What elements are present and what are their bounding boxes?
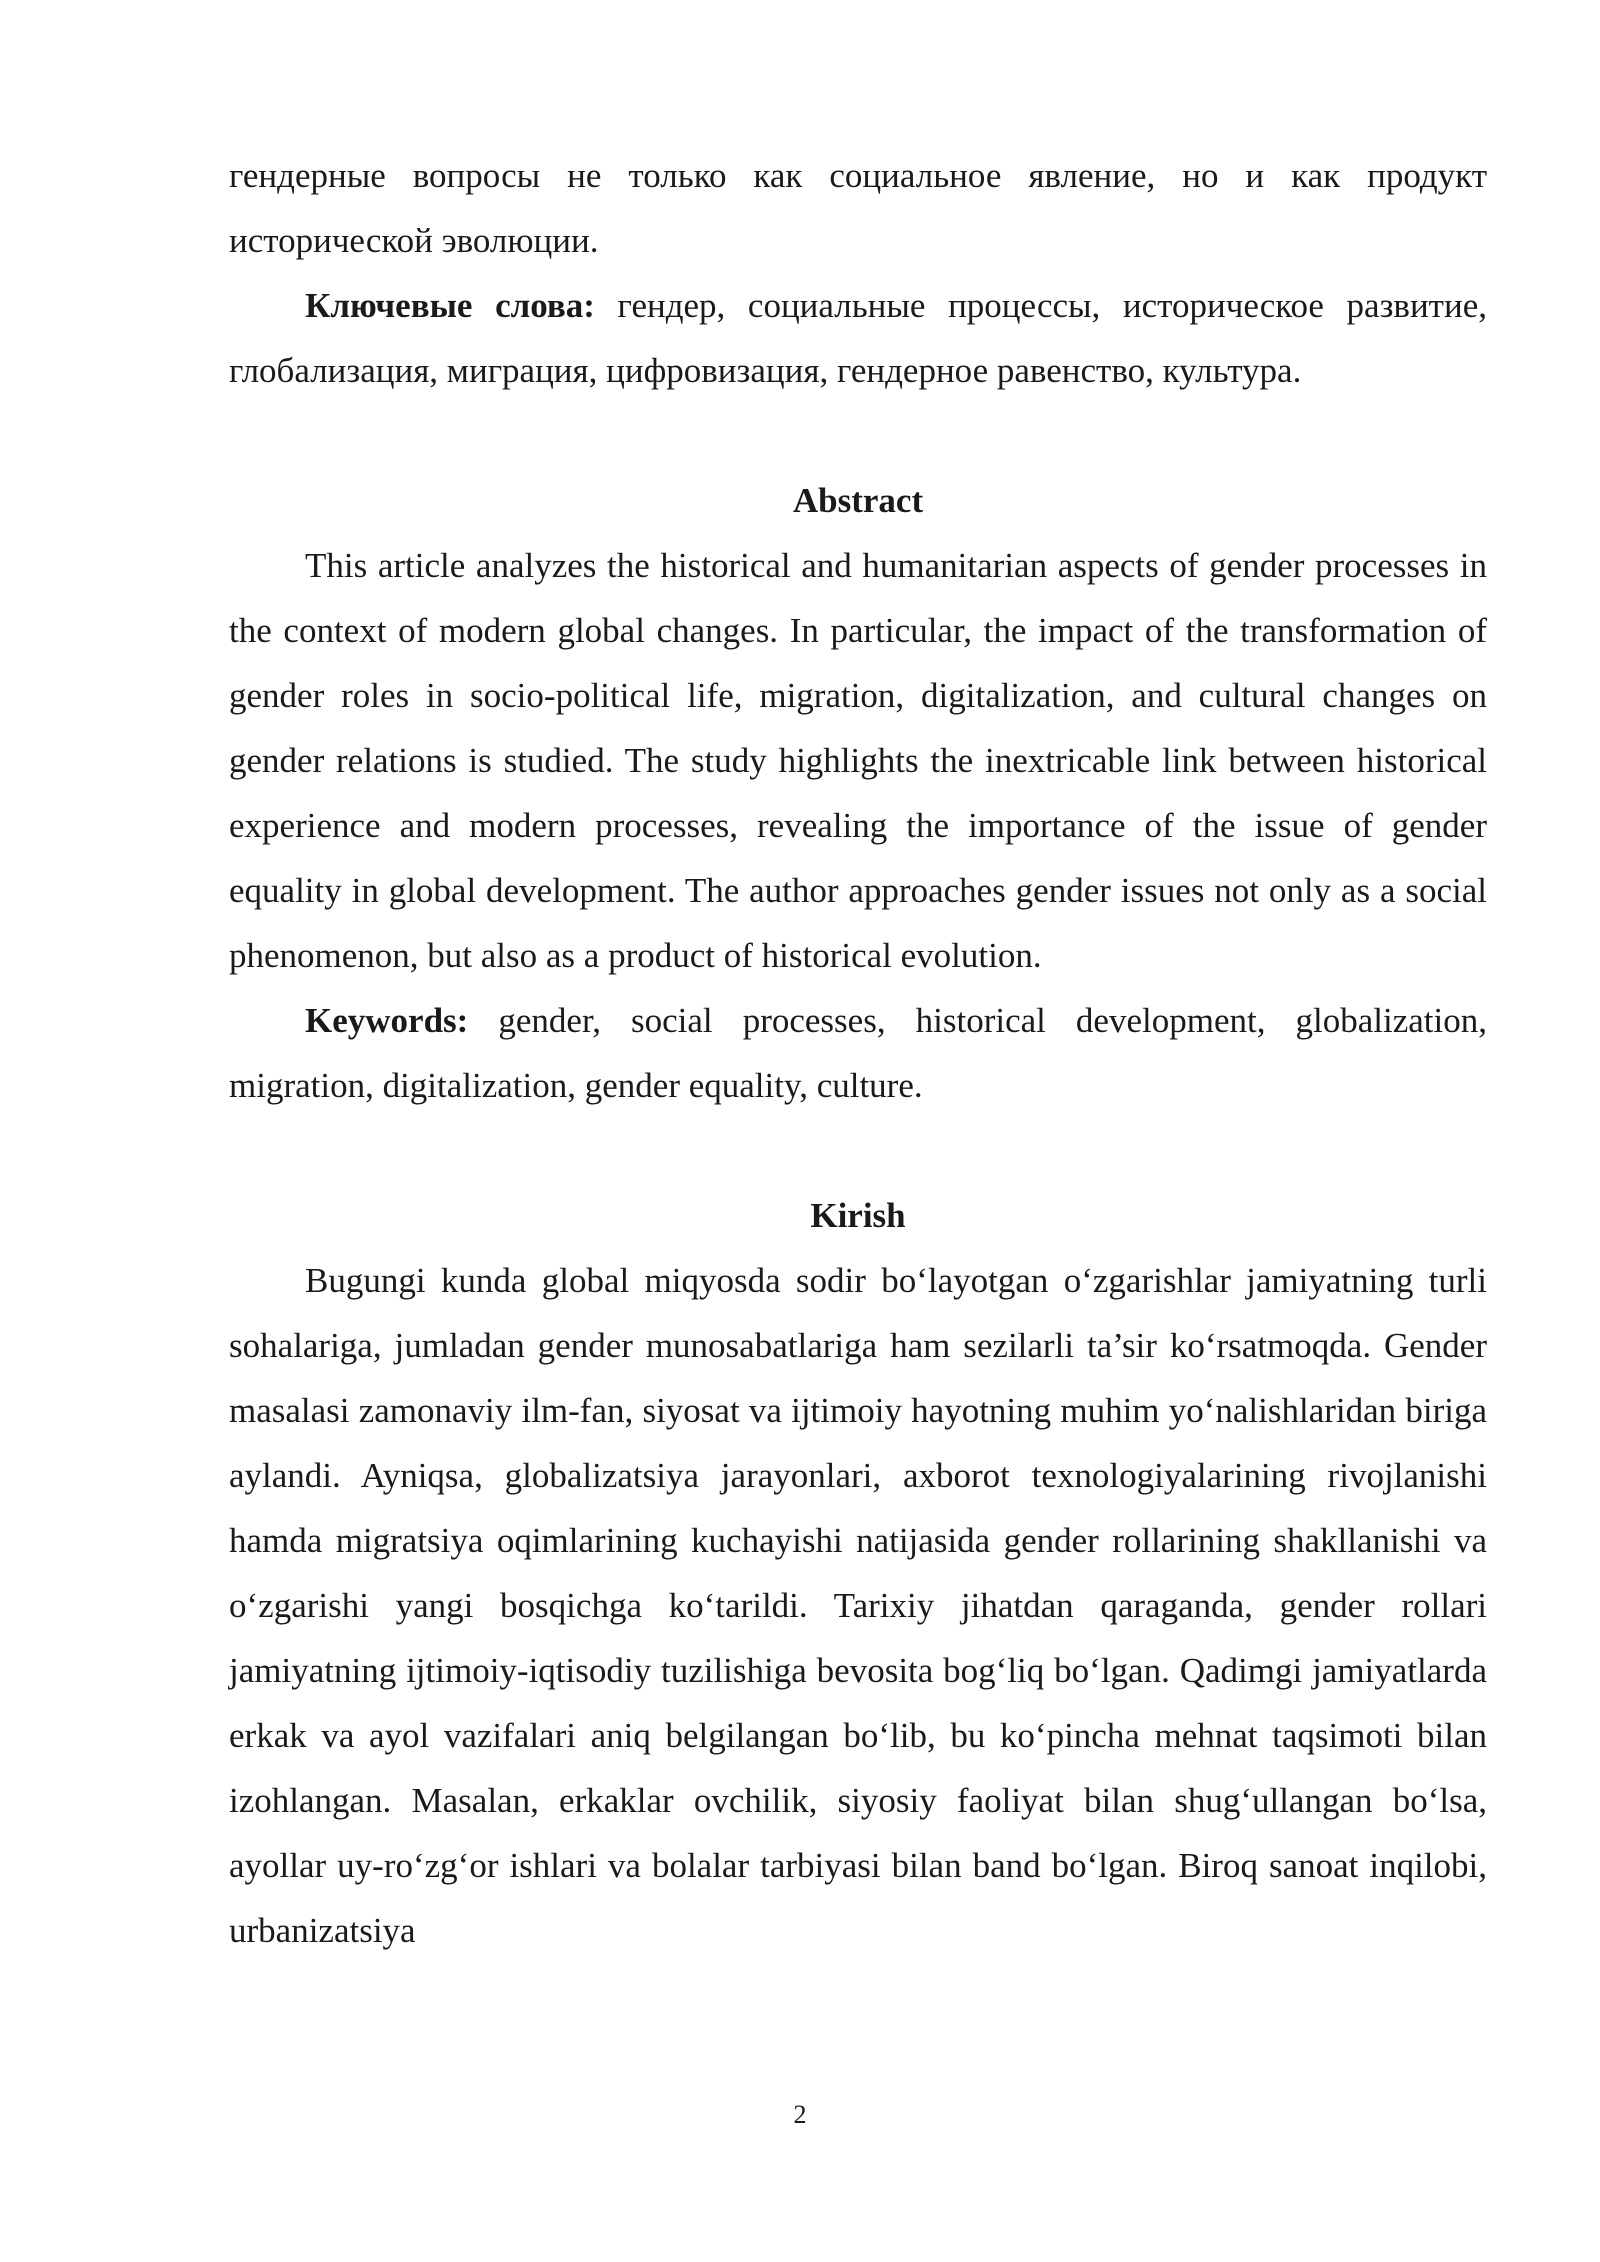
page-number: 2 <box>793 2100 807 2129</box>
keywords-ru-label: Ключевые слова: <box>305 286 595 325</box>
keywords-en-label: Keywords: <box>305 1001 469 1040</box>
keywords-en-paragraph <box>229 988 1487 1118</box>
keywords-ru-paragraph <box>229 273 1487 403</box>
abstract-body: This article analyzes the historical and humanitarian aspects of gender processes in the context of modern global changes. In particular, the impact of the transformation of gender roles in socio-political life, migration, digitalization, and cultural changes on gender relations is studied. The study highlights the inextricable link between historical experience and modern processes, revealing the importance of the issue of gender equality in global development. The author approaches gender issues not only as a social phenomenon, but also as a product of historical evolution. <box>229 546 1487 975</box>
document-page <box>229 143 1487 1963</box>
introduction-heading: Kirish <box>810 1196 906 1235</box>
abstract-heading: Abstract <box>792 481 924 520</box>
intro-continuation-paragraph: гендерные вопросы не только как социальное явление, но и как продукт исторической эволюции. <box>229 156 1487 260</box>
introduction-body: Bugungi kunda global miqyosda sodir bo‘layotgan o‘zgarishlar jamiyatning turli sohalariga, jumladan gender munosabatlariga ham sezilarli ta’sir ko‘rsatmoqda. Gender masalasi zamonaviy ilm-fan, siyosat va ijtimoiy hayotning muhim yo‘nalishlaridan biriga aylandi. Ayniqsa, globalizatsiya jarayonlari, axborot texnologiyalarining rivojlanishi hamda migratsiya oqimlarining kuchayishi natijasida gender rollarining shakllanishi va o‘zgarishi yangi bosqichga ko‘tarildi. Tarixiy jihatdan qaraganda, gender rollari jamiyatning ijtimoiy-iqtisodiy tuzilishiga bevosita bog‘liq bo‘lgan. Qadimgi jamiyatlarda erkak va ayol vazifalari aniq belgilangan bo‘lib, bu ko‘pincha mehnat taqsimoti bilan izohlangan. Masalan, erkaklar ovchilik, siyosiy faoliyat bilan shug‘ullangan bo‘lsa, ayollar uy-ro‘zg‘or ishlari va bolalar tarbiyasi bilan band bo‘lgan. Biroq sanoat inqilobi, urbanizatsiya <box>229 1261 1487 1950</box>
keywords-ru-text: гендер, социальные процессы, историческое развитие, глобализация, миграция, цифровизация, гендерное равенство, культура. <box>229 286 1487 390</box>
keywords-en-text: gender, social processes, historical development, globalization, migration, digitalization, gender equality, culture. <box>229 1001 1487 1105</box>
